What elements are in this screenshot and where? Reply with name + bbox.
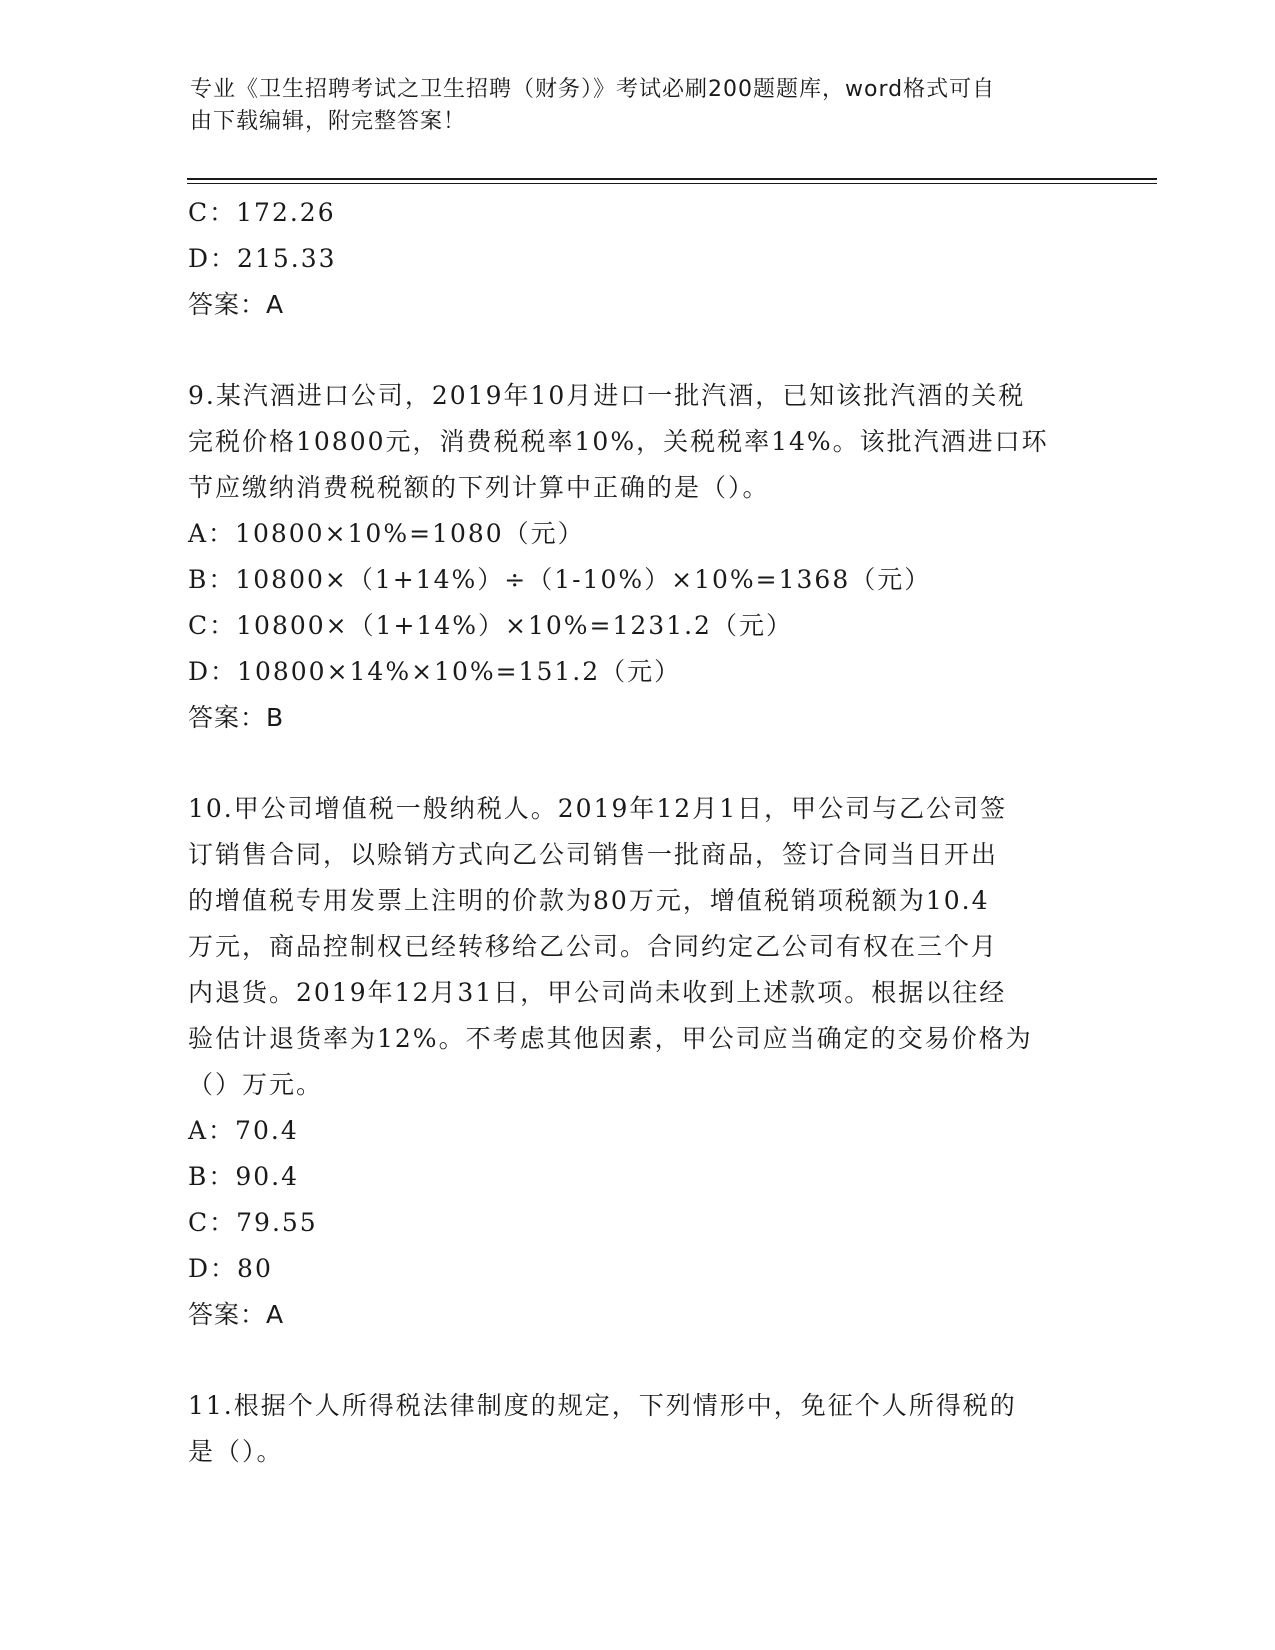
question-11-stem-line-2: 是（）。 bbox=[188, 1437, 284, 1466]
document-header bbox=[190, 74, 1080, 138]
question-8-option-d: D：215.33 bbox=[188, 244, 337, 273]
question-9-answer: 答案：B bbox=[188, 703, 285, 732]
spacer bbox=[188, 741, 1078, 786]
document-body bbox=[188, 190, 1078, 1475]
question-10-stem-line-6: 验估计退货率为12%。不考虑其他因素，甲公司应当确定的交易价格为 bbox=[188, 1024, 1033, 1053]
question-10-option-d: D：80 bbox=[188, 1254, 273, 1283]
question-10-stem-line-4: 万元，商品控制权已经转移给乙公司。合同约定乙公司有权在三个月 bbox=[188, 932, 999, 961]
question-10-stem-line-5: 内退货。2019年12月31日，甲公司尚未收到上述款项。根据以往经 bbox=[188, 978, 1007, 1007]
question-9 bbox=[188, 373, 1078, 741]
question-9-option-d: D：10800×14%×10%=151.2（元） bbox=[188, 657, 682, 686]
spacer bbox=[188, 328, 1078, 373]
question-10-answer: 答案：A bbox=[188, 1300, 285, 1329]
question-8 bbox=[188, 190, 1078, 328]
header-title-line-1: 专业《卫生招聘考试之卫生招聘（财务）》考试必刷200题题库，word格式可自 bbox=[190, 77, 996, 102]
question-9-stem-line-1: 9.某汽酒进口公司，2019年10月进口一批汽酒，已知该批汽酒的关税 bbox=[188, 381, 1026, 410]
question-10-option-c: C：79.55 bbox=[188, 1208, 318, 1237]
question-10-option-a: A：70.4 bbox=[188, 1116, 299, 1145]
question-9-option-c: C：10800×（1+14%）×10%=1231.2（元） bbox=[188, 611, 793, 640]
header-title-line-2: 由下载编辑，附完整答案！ bbox=[190, 109, 467, 134]
question-8-option-c: C：172.26 bbox=[188, 198, 336, 227]
question-10-stem-line-1: 10.甲公司增值税一般纳税人。2019年12月1日，甲公司与乙公司签 bbox=[188, 794, 1008, 823]
question-10-stem-line-2: 订销售合同，以赊销方式向乙公司销售一批商品，签订合同当日开出 bbox=[188, 840, 999, 869]
question-9-option-b: B：10800×（1+14%）÷（1-10%）×10%=1368（元） bbox=[188, 565, 932, 594]
question-9-stem-line-2: 完税价格10800元，消费税税率10%，关税税率14%。该批汽酒进口环 bbox=[188, 427, 1049, 456]
question-8-answer: 答案：A bbox=[188, 290, 285, 319]
question-11 bbox=[188, 1383, 1078, 1475]
question-10 bbox=[188, 786, 1078, 1338]
question-10-stem-line-3: 的增值税专用发票上注明的价款为80万元，增值税销项税额为10.4 bbox=[188, 886, 990, 915]
header-divider-thick bbox=[187, 178, 1157, 180]
question-9-stem-line-3: 节应缴纳消费税税额的下列计算中正确的是（）。 bbox=[188, 473, 770, 502]
spacer bbox=[188, 1338, 1078, 1383]
header-divider-thin bbox=[187, 183, 1157, 184]
question-9-option-a: A：10800×10%=1080（元） bbox=[188, 519, 585, 548]
question-10-stem-line-7: （）万元。 bbox=[188, 1070, 324, 1099]
question-10-option-b: B：90.4 bbox=[188, 1162, 300, 1191]
question-11-stem-line-1: 11.根据个人所得税法律制度的规定，下列情形中，免征个人所得税的 bbox=[188, 1391, 1017, 1420]
